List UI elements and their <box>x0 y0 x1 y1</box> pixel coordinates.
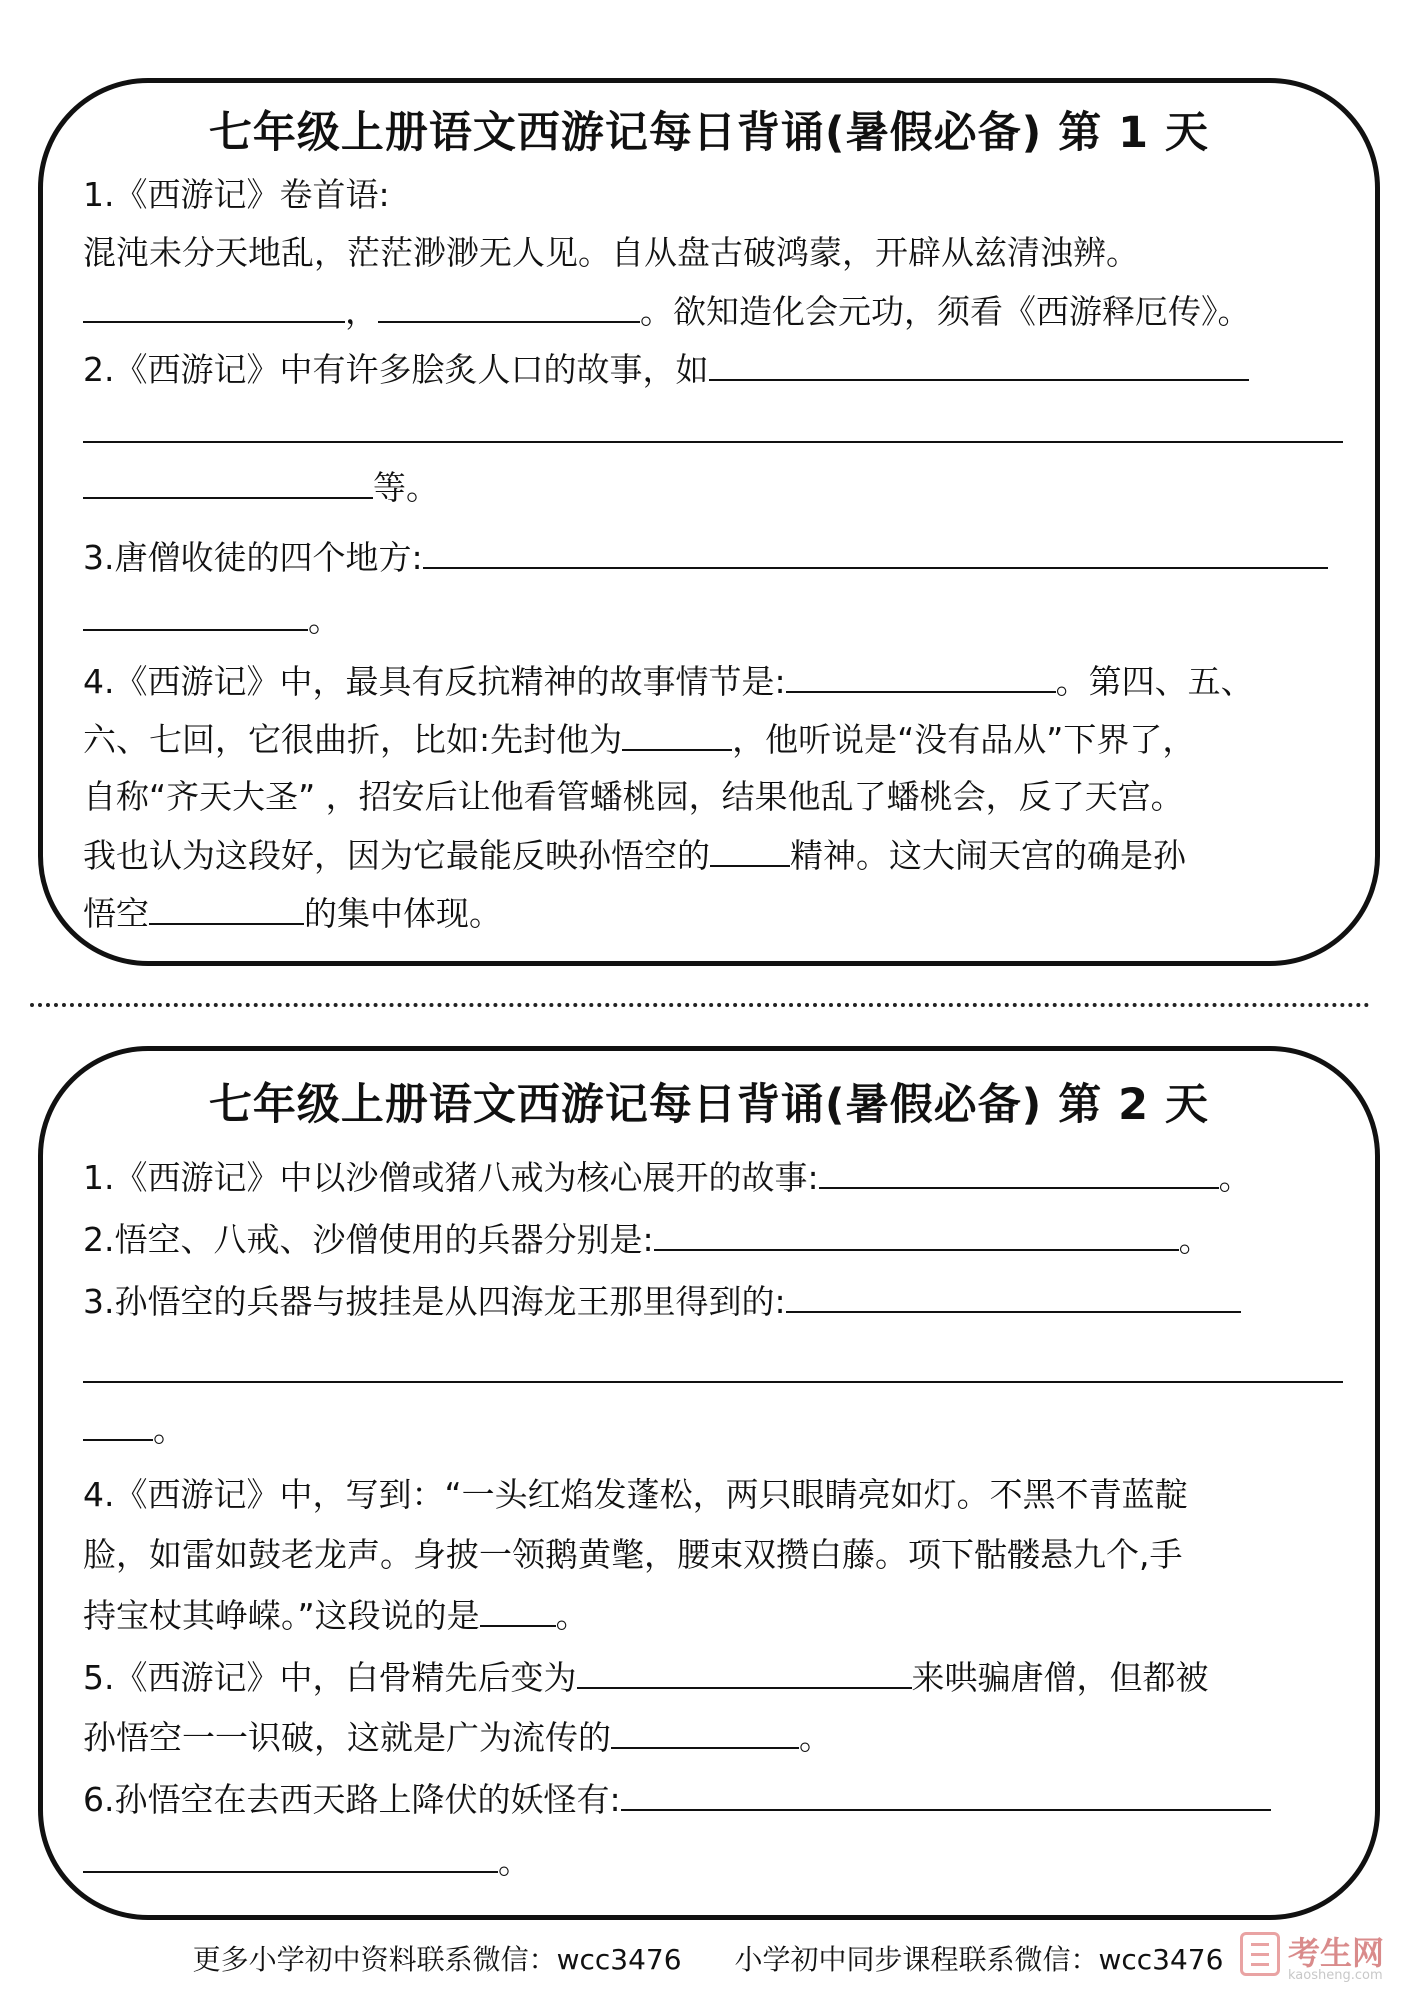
day2-q5-c: 孙悟空一一识破，这就是广为流传的 <box>83 1718 611 1757</box>
day2-q1-line <box>83 1157 1252 1198</box>
answer-blank[interactable] <box>622 719 732 751</box>
day1-q4-line4 <box>83 835 1186 876</box>
day1-q4-g: 精神。这大闹天宫的确是孙 <box>790 836 1186 875</box>
day1-q4-h: 悟空 <box>83 894 149 933</box>
answer-blank[interactable] <box>149 893 304 925</box>
day1-q1-line2-tail: 。欲知造化会元功，须看《西游释厄传》。 <box>640 292 1251 331</box>
day2-q5-d: 。 <box>799 1718 832 1757</box>
day2-q3-line3 <box>83 1409 186 1450</box>
answer-blank[interactable] <box>710 835 790 867</box>
day1-q4-i: 的集中体现。 <box>304 894 502 933</box>
answer-blank[interactable] <box>786 1281 1241 1313</box>
answer-blank[interactable] <box>709 349 1249 381</box>
answer-blank[interactable] <box>786 661 1056 693</box>
day2-q2-text: 2.悟空、八戒、沙僧使用的兵器分别是: <box>83 1220 654 1259</box>
answer-blank[interactable] <box>611 1717 799 1749</box>
logo-name: 考生网 <box>1288 1934 1385 1972</box>
day2-title: 七年级上册语文西游记每日背诵(暑假必备) 第 2 天 <box>208 1080 1210 1130</box>
day1-q3-line1 <box>83 537 1328 578</box>
day2-q6-end: 。 <box>498 1842 531 1881</box>
day2-q3-text: 3.孙悟空的兵器与披挂是从四海龙王那里得到的: <box>83 1282 786 1321</box>
day1-q4-b: 。第四、五、 <box>1055 662 1254 701</box>
footer <box>0 1938 1416 1978</box>
day1-q4-line1 <box>83 661 1254 702</box>
cut-divider <box>30 1003 1370 1007</box>
answer-blank[interactable] <box>83 1409 153 1441</box>
day1-q3-end: 。 <box>308 600 341 639</box>
day1-q4-line2 <box>83 719 1195 760</box>
day2-q4-line2: 脸，如雷如鼓老龙声。身披一领鹅黄氅，腰束双攒白藤。项下骷髅悬九个,手 <box>83 1535 1183 1574</box>
day1-q1-line2 <box>83 291 1251 332</box>
day2-q2-line <box>83 1219 1212 1260</box>
day2-q3-line1 <box>83 1281 1241 1322</box>
day1-q2-line1 <box>83 349 1249 390</box>
answer-blank[interactable] <box>819 1157 1219 1189</box>
day2-q5-a: 5.《西游记》中，白骨精先后变为 <box>83 1658 577 1697</box>
day1-q4-f: 我也认为这段好，因为它最能反映孙悟空的 <box>83 836 710 875</box>
answer-blank[interactable] <box>378 291 640 323</box>
day1-q1-label: 1.《西游记》卷首语: <box>83 175 390 214</box>
day1-q4-line5 <box>83 893 502 934</box>
day1-q3-line2 <box>83 599 341 640</box>
day2-q5-b: 来哄骗唐僧，但都被 <box>911 1658 1209 1697</box>
day2-q3-end: 。 <box>153 1410 186 1449</box>
answer-blank[interactable] <box>621 1779 1271 1811</box>
footer-right: 小学初中同步课程联系微信：wcc3476 <box>734 1943 1224 1976</box>
day1-q4-d: ，他听说是“没有品从”下界了， <box>732 720 1196 759</box>
day2-q4-line1: 4.《西游记》中，写到：“一头红焰发蓬松，两只眼睛亮如灯。不黑不青蓝靛 <box>83 1475 1188 1514</box>
answer-blank[interactable] <box>480 1595 556 1627</box>
answer-blank[interactable] <box>83 599 308 631</box>
day2-q6-line1 <box>83 1779 1271 1820</box>
day1-q2-line3 <box>83 467 439 508</box>
footer-left: 更多小学初中资料联系微信：wcc3476 <box>192 1943 682 1976</box>
answer-blank[interactable] <box>83 467 373 499</box>
day2-q4-line3 <box>83 1595 589 1636</box>
site-logo <box>1240 1928 1400 1988</box>
day1-q2-end: 等。 <box>373 468 439 507</box>
logo-icon <box>1240 1932 1280 1976</box>
day1-q4-a: 4.《西游记》中，最具有反抗精神的故事情节是: <box>83 662 786 701</box>
separator: ， <box>345 292 378 331</box>
answer-line[interactable] <box>83 441 1343 443</box>
day2-q4-d: 。 <box>555 1596 589 1635</box>
answer-blank[interactable] <box>654 1219 1179 1251</box>
day2-q5-line1 <box>83 1657 1209 1698</box>
answer-blank[interactable] <box>423 537 1328 569</box>
day2-q6-text: 6.孙悟空在去西天路上降伏的妖怪有: <box>83 1780 621 1819</box>
day2-q1-text: 1.《西游记》中以沙僧或猪八戒为核心展开的故事: <box>83 1158 819 1197</box>
day2-card <box>38 1046 1380 1920</box>
day2-q6-line2 <box>83 1841 531 1882</box>
day1-q4-line3: 自称“齐天大圣” ，招安后让他看管蟠桃园，结果他乱了蟠桃会，反了天宫。 <box>83 777 1184 816</box>
answer-blank[interactable] <box>577 1657 912 1689</box>
answer-line[interactable] <box>83 1381 1343 1383</box>
answer-blank[interactable] <box>83 1841 498 1873</box>
day1-q1-line1: 混沌未分天地乱，茫茫渺渺无人见。自从盘古破鸿蒙，开辟从兹清浊辨。 <box>83 233 1139 272</box>
logo-url: kaosheng.com <box>1288 1968 1383 1983</box>
day1-q4-c: 六、七回，它很曲折，比如:先封他为 <box>83 720 623 759</box>
answer-blank[interactable] <box>83 291 345 323</box>
day1-q3-text: 3.唐僧收徒的四个地方: <box>83 538 423 577</box>
day2-q1-end: 。 <box>1218 1158 1252 1197</box>
day2-q2-end: 。 <box>1178 1220 1212 1259</box>
day1-title: 七年级上册语文西游记每日背诵(暑假必备) 第 1 天 <box>208 108 1210 158</box>
day2-q5-line2 <box>83 1717 832 1758</box>
day2-q4-c: 持宝杖其峥嵘。”这段说的是 <box>83 1596 480 1635</box>
day1-q2-text: 2.《西游记》中有许多脍炙人口的故事，如 <box>83 350 709 389</box>
day1-card <box>38 78 1380 966</box>
